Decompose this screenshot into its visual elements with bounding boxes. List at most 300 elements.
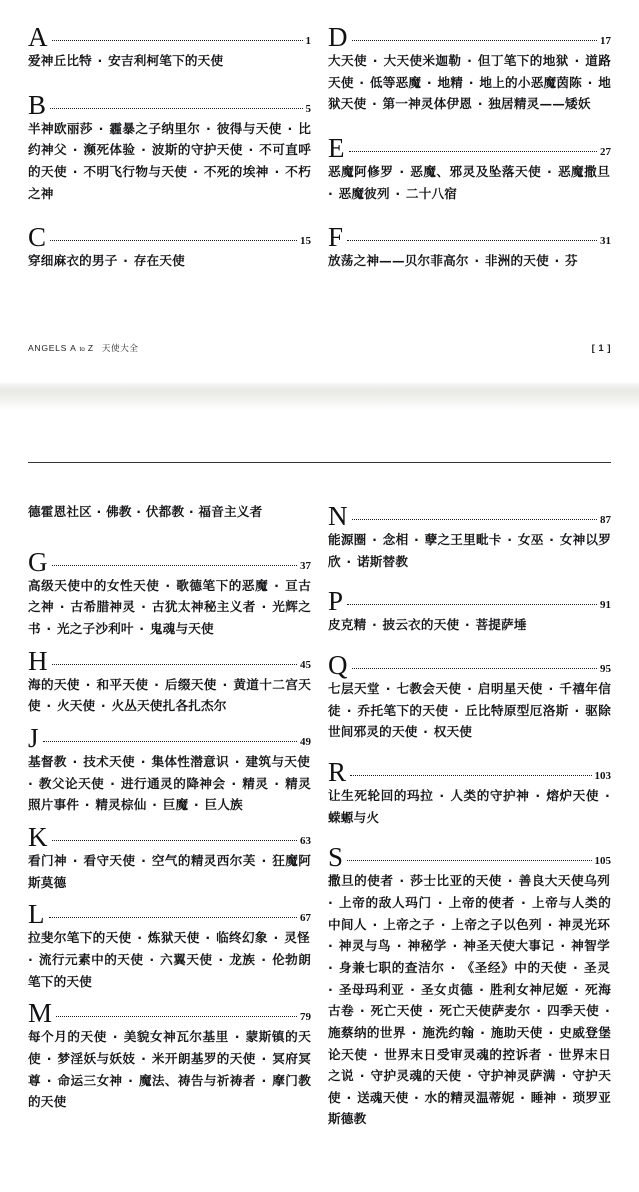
toc-letter: M — [28, 998, 53, 1029]
page-folio: [ 1 ] — [591, 343, 611, 354]
item-separator: · — [147, 797, 162, 813]
toc-item[interactable]: 高级天使中的女性天使 — [28, 577, 160, 593]
item-separator: · — [107, 1029, 123, 1045]
toc-item[interactable]: 濒死体验 — [83, 142, 136, 158]
toc-item[interactable]: 歌德笔下的恶魔 — [176, 577, 269, 593]
toc-item[interactable]: 光之子沙利叶 — [56, 620, 134, 636]
toc-item[interactable]: 恶魔彼列 — [338, 185, 390, 201]
toc-item[interactable]: 《圣经》中的天使 — [461, 959, 568, 975]
item-separator: · — [256, 599, 272, 615]
item-separator: · — [226, 775, 242, 791]
toc-letter: H — [28, 645, 48, 676]
item-separator: · — [464, 74, 479, 90]
item-separator: · — [449, 702, 464, 718]
item-separator: · — [123, 1072, 138, 1088]
item-separator: · — [136, 599, 151, 615]
item-separator: · — [354, 74, 369, 90]
toc-letter-entry — [28, 22, 311, 72]
toc-item[interactable]: 守护神灵萨满 — [477, 1068, 556, 1084]
page-two-top-rule — [28, 462, 611, 463]
toc-item[interactable]: 低等恶魔 — [369, 74, 422, 90]
page-one-right-column — [328, 22, 611, 278]
toc-letter-entry — [28, 998, 311, 1113]
toc-page-two — [0, 410, 639, 1192]
toc-item[interactable]: 魔法、祷告与祈祷者 — [138, 1072, 256, 1088]
item-separator: · — [432, 894, 448, 910]
toc-item[interactable]: 送魂天使 — [357, 1089, 409, 1105]
dotted-leader — [43, 732, 297, 745]
toc-item[interactable]: 神智学 — [571, 938, 610, 954]
toc-item[interactable]: 佛教 — [106, 504, 132, 519]
toc-entry-header[interactable] — [328, 501, 611, 531]
item-separator: · — [422, 74, 437, 90]
toc-item[interactable]: 安吉利柯笔下的天使 — [108, 53, 224, 68]
item-separator: · — [394, 873, 410, 889]
toc-item[interactable]: 空气的精灵西尔芙 — [151, 852, 256, 868]
page-footer — [28, 342, 611, 354]
item-separator: · — [445, 959, 461, 975]
toc-item[interactable]: 圣灵 — [584, 959, 610, 975]
toc-item[interactable]: 世界末日受审灵魂的控诉者 — [384, 1046, 542, 1062]
item-separator: · — [469, 253, 484, 269]
toc-item[interactable]: 念相 — [382, 532, 409, 547]
item-separator: · — [243, 142, 259, 158]
toc-item[interactable]: 施洗约翰 — [422, 1024, 475, 1040]
dotted-leader — [347, 231, 597, 244]
toc-item[interactable]: 七层天堂 — [328, 680, 380, 696]
toc-letter: B — [28, 89, 47, 120]
footer-z: Z — [87, 343, 94, 353]
item-separator: · — [105, 775, 120, 791]
toc-entry-header[interactable] — [28, 899, 311, 930]
toc-item[interactable]: 美貌女神瓦尔基里 — [123, 1029, 229, 1045]
toc-entry-header[interactable] — [28, 89, 311, 120]
toc-item[interactable]: 撒旦的使者 — [328, 873, 394, 889]
toc-entry-header[interactable] — [28, 998, 311, 1029]
toc-item[interactable]: 上帝的敌人玛门 — [339, 894, 432, 910]
dotted-leader — [347, 595, 597, 608]
item-separator: · — [569, 981, 585, 997]
page-one-columns — [28, 22, 611, 278]
toc-item[interactable]: 冥府冥尊 — [28, 1050, 312, 1088]
toc-item[interactable]: 上帝的使者 — [448, 894, 515, 910]
item-separator: · — [118, 253, 133, 269]
toc-item[interactable]: 亘古之神 — [28, 577, 311, 615]
toc-item[interactable]: 圣母玛利亚 — [338, 981, 405, 997]
toc-item[interactable]: 教父论天使 — [38, 775, 105, 791]
item-separator: · — [328, 894, 339, 910]
toc-item[interactable]: 善良大天使乌列 — [518, 873, 611, 889]
toc-letter: R — [328, 756, 347, 787]
item-separator: · — [549, 253, 565, 269]
toc-item[interactable]: 伏都教 — [145, 504, 185, 519]
toc-entry-header[interactable] — [328, 586, 611, 617]
page-two-right-column — [328, 501, 611, 1136]
item-separator: · — [136, 753, 151, 769]
toc-item[interactable]: 施助天使 — [490, 1024, 543, 1040]
toc-item[interactable]: 流行元素中的天使 — [38, 951, 144, 967]
toc-entry-header[interactable] — [28, 821, 311, 852]
toc-entry-header[interactable] — [328, 222, 611, 253]
toc-item[interactable]: 身兼七职的查洁尔 — [338, 959, 445, 975]
toc-item[interactable]: 古犹太神秘主义者 — [151, 599, 256, 615]
toc-item[interactable]: 神圣天使大事记 — [463, 938, 555, 954]
toc-item[interactable]: 看守天使 — [83, 852, 136, 868]
item-separator: · — [367, 96, 382, 112]
toc-item[interactable]: 光辉之书 — [28, 599, 312, 636]
toc-item[interactable]: 芬 — [565, 253, 578, 269]
toc-item[interactable]: 技术天使 — [83, 753, 135, 769]
toc-item[interactable]: 睡神 — [530, 1089, 557, 1105]
item-separator: · — [544, 532, 559, 547]
toc-item[interactable]: 蝾螈与火 — [328, 809, 380, 825]
item-separator: · — [462, 53, 477, 68]
toc-item[interactable]: 千禧年信徒 — [328, 680, 612, 718]
toc-item[interactable]: 守护天使 — [328, 1068, 612, 1105]
toc-letter-entry — [28, 90, 311, 205]
toc-page-number[interactable]: 37 — [300, 559, 311, 572]
page-two-left-column — [28, 501, 311, 1119]
toc-item[interactable]: 丘比特原型厄洛斯 — [464, 702, 569, 718]
toc-item[interactable]: 基督教 — [28, 753, 67, 769]
toc-page-number[interactable]: 45 — [300, 658, 311, 671]
dotted-leader — [352, 659, 598, 672]
toc-item[interactable]: 临终幻象 — [216, 930, 268, 946]
page-seam-divider — [0, 382, 639, 410]
toc-page-number[interactable]: 1 — [305, 35, 311, 47]
toc-item[interactable]: 恶魔撒旦 — [557, 163, 611, 179]
toc-item[interactable]: 精灵棕仙 — [95, 797, 147, 813]
item-separator: · — [230, 753, 245, 769]
item-separator: · — [256, 852, 272, 868]
item-separator: · — [188, 163, 203, 179]
toc-item[interactable]: 死海古卷 — [328, 981, 612, 1019]
toc-item[interactable]: 不死的埃神 — [203, 163, 269, 179]
toc-item[interactable]: 后缀天使 — [164, 676, 217, 692]
toc-letter-entry — [28, 899, 311, 992]
toc-item[interactable]: 炼狱天使 — [147, 930, 200, 946]
toc-letter-entry — [328, 650, 611, 743]
toc-item[interactable]: 看门神 — [28, 852, 67, 868]
toc-item[interactable]: 古希腊神灵 — [70, 599, 136, 615]
toc-item[interactable]: 让生死轮回的玛拉 — [328, 787, 434, 803]
toc-page-number[interactable]: 49 — [300, 735, 311, 748]
toc-item[interactable]: 福音主义者 — [198, 504, 263, 519]
toc-page-number[interactable]: 31 — [600, 235, 611, 248]
item-separator: · — [93, 120, 109, 136]
toc-item[interactable]: 爱神丘比特 — [28, 53, 92, 68]
toc-item[interactable]: 施蔡纳的世界 — [328, 1024, 406, 1040]
item-separator: · — [201, 120, 216, 136]
toc-item[interactable]: 穿细麻衣的男子 — [28, 253, 118, 269]
item-separator: · — [405, 981, 420, 997]
toc-item[interactable]: 熔炉天使 — [546, 787, 600, 803]
toc-page-number[interactable]: 79 — [300, 1011, 311, 1024]
item-separator: · — [394, 163, 410, 179]
item-separator: · — [268, 930, 284, 946]
item-separator: · — [131, 504, 146, 519]
toc-item[interactable]: 上帝之子 — [383, 916, 435, 932]
toc-item[interactable]: 不可直呼的天使 — [28, 142, 312, 179]
dotted-leader — [49, 908, 298, 921]
item-separator: · — [67, 852, 83, 868]
item-separator: · — [462, 1068, 477, 1084]
item-separator: · — [67, 163, 83, 179]
item-separator: · — [409, 532, 424, 547]
toc-entry-header[interactable] — [28, 645, 311, 676]
item-separator: · — [354, 1068, 370, 1084]
toc-item[interactable]: 神灵光环 — [558, 916, 610, 932]
toc-item[interactable]: 莎士比亚的天使 — [410, 873, 502, 889]
item-separator: · — [367, 617, 382, 633]
item-separator: · — [67, 753, 83, 769]
item-separator: · — [282, 120, 298, 136]
toc-entry-items — [328, 50, 611, 115]
item-separator: · — [256, 1050, 272, 1066]
toc-item[interactable]: 地狱天使 — [328, 74, 612, 112]
toc-item[interactable]: 每个月的天使 — [28, 1029, 107, 1045]
item-separator: · — [213, 951, 229, 967]
toc-item[interactable]: 火丛天使扎各扎杰尔 — [111, 698, 227, 714]
toc-item[interactable]: 神秘学 — [407, 938, 447, 954]
item-separator: · — [367, 916, 383, 932]
toc-letter: D — [328, 22, 348, 52]
toc-item[interactable]: 进行通灵的降神会 — [120, 775, 226, 791]
toc-entry-items — [28, 118, 311, 205]
toc-item[interactable]: 死亡天使萨麦尔 — [439, 1003, 531, 1019]
toc-item[interactable]: 皮克精 — [328, 617, 367, 633]
toc-item[interactable]: 存在天使 — [133, 253, 185, 269]
item-separator: · — [418, 724, 433, 740]
toc-page-number[interactable]: 67 — [300, 912, 311, 925]
toc-entry-items — [28, 50, 311, 72]
item-separator: · — [406, 1024, 422, 1040]
toc-entry-items — [28, 575, 311, 640]
item-separator: · — [341, 1089, 357, 1105]
toc-entry-items — [28, 250, 311, 272]
toc-item[interactable]: 菩提萨埵 — [475, 617, 527, 633]
toc-entry-header[interactable] — [28, 722, 311, 753]
toc-entry-header[interactable] — [328, 756, 611, 787]
item-separator: · — [269, 577, 285, 593]
toc-item[interactable]: 驱除世间邪灵的天使 — [328, 702, 612, 740]
toc-item[interactable]: 胜利女神尼姬 — [489, 981, 569, 997]
toc-entry-items — [328, 785, 611, 828]
toc-item[interactable]: 大天使 — [328, 53, 367, 68]
item-separator: · — [136, 142, 151, 158]
toc-item[interactable]: 地精 — [437, 74, 464, 90]
toc-item[interactable]: 乔托笔下的天使 — [357, 702, 449, 718]
toc-page-number[interactable]: 95 — [600, 662, 611, 675]
item-separator: · — [269, 775, 285, 791]
item-separator: · — [80, 797, 95, 813]
toc-item[interactable]: 二十八宿 — [405, 185, 458, 201]
item-separator: · — [67, 142, 83, 158]
toc-letter-entry — [328, 501, 611, 572]
toc-item[interactable]: 比约神父 — [28, 120, 312, 158]
item-separator: · — [530, 787, 546, 803]
toc-page-number[interactable]: 103 — [594, 769, 611, 782]
toc-page-number[interactable]: 17 — [600, 35, 611, 47]
toc-item[interactable]: 恶魔阿修罗 — [328, 163, 394, 179]
toc-letter: C — [28, 222, 47, 253]
item-separator: · — [41, 620, 56, 636]
toc-item[interactable]: 非洲的天使 — [484, 253, 549, 269]
dotted-leader — [50, 231, 297, 244]
item-separator: · — [134, 620, 149, 636]
toc-entry-header[interactable] — [328, 22, 611, 52]
toc-entry-header[interactable] — [28, 546, 311, 577]
toc-item[interactable]: 水的精灵温蒂妮 — [424, 1089, 515, 1105]
item-separator: · — [256, 951, 272, 967]
toc-item[interactable]: 启明星天使 — [477, 680, 543, 696]
item-separator: · — [555, 938, 571, 954]
item-separator: · — [569, 702, 585, 718]
toc-item[interactable]: 史威登堡论天使 — [328, 1024, 611, 1062]
toc-item[interactable]: 精灵照片事件 — [28, 775, 312, 813]
dotted-leader — [52, 556, 298, 569]
toc-item[interactable]: 女神以罗欣 — [328, 532, 612, 569]
toc-page-one — [0, 0, 639, 382]
toc-item[interactable]: 彼得与天使 — [216, 120, 282, 136]
toc-page-number[interactable]: 87 — [600, 514, 611, 526]
toc-page-number[interactable]: 105 — [594, 855, 611, 868]
toc-item[interactable]: 巨魔 — [162, 797, 189, 813]
dotted-leader — [56, 1007, 297, 1020]
toc-item[interactable]: 集体性潜意识 — [151, 753, 230, 769]
toc-item[interactable]: 女巫 — [517, 532, 544, 547]
toc-item[interactable]: 米开朗基罗的天使 — [151, 1050, 256, 1066]
toc-letter-entry — [28, 646, 311, 717]
toc-item[interactable]: 海的天使 — [28, 676, 80, 692]
toc-item[interactable]: 黄道十二宫天使 — [28, 676, 311, 714]
toc-item[interactable]: 巨人族 — [204, 797, 243, 813]
toc-letter-entry — [328, 842, 611, 1130]
toc-letter-entry — [328, 222, 611, 272]
item-separator: · — [341, 553, 356, 569]
toc-item[interactable]: 大天使米迦勒 — [383, 53, 462, 68]
toc-entry-header[interactable] — [28, 222, 311, 253]
toc-entry-header[interactable] — [328, 649, 611, 680]
toc-item[interactable]: 琐罗亚斯德教 — [328, 1089, 612, 1127]
toc-item[interactable]: 七教会天使 — [396, 680, 462, 696]
toc-page-number[interactable]: 27 — [600, 145, 611, 158]
item-separator: · — [189, 797, 204, 813]
toc-item[interactable]: 上帝之子以色列 — [451, 916, 542, 932]
footer-brand: ANGELS — [28, 343, 68, 353]
toc-page-number[interactable]: 15 — [300, 235, 311, 248]
toc-letter: E — [328, 132, 345, 163]
toc-entry-header[interactable] — [328, 842, 611, 873]
toc-item[interactable]: 霾暴之子纳里尔 — [109, 120, 201, 136]
toc-entry-items — [28, 927, 311, 992]
toc-entry-header[interactable] — [328, 132, 611, 163]
toc-item[interactable]: 半神欧丽莎 — [28, 120, 93, 136]
toc-letter-entry — [28, 547, 311, 640]
toc-item[interactable]: 命运三女神 — [57, 1072, 123, 1088]
toc-item[interactable]: 人类的守护神 — [450, 787, 530, 803]
toc-item[interactable]: 守护灵魂的天使 — [370, 1068, 462, 1084]
dotted-leader — [352, 31, 598, 44]
toc-item[interactable]: 恶魔、邪灵及坠落天使 — [410, 163, 542, 179]
toc-item[interactable]: 权天使 — [433, 724, 473, 740]
toc-item[interactable]: 地上的小恶魔茵陈 — [479, 74, 583, 90]
toc-item[interactable]: 灵怪 — [284, 930, 310, 946]
item-separator: · — [132, 930, 147, 946]
toc-page-number[interactable]: 63 — [300, 834, 311, 847]
item-separator: · — [569, 53, 585, 68]
toc-item[interactable]: 独居精灵——矮妖 — [488, 96, 591, 112]
item-separator: · — [542, 163, 557, 179]
item-separator: · — [328, 981, 338, 997]
item-separator: · — [41, 1072, 57, 1088]
toc-item[interactable]: 能源圈 — [328, 532, 367, 547]
page-two-left-entries — [28, 547, 311, 1113]
toc-item[interactable]: 四季天使 — [547, 1003, 600, 1019]
toc-letter: N — [328, 501, 348, 531]
item-separator: · — [91, 504, 107, 519]
toc-letter: P — [328, 586, 344, 617]
toc-item[interactable]: 和平天使 — [96, 676, 149, 692]
item-separator: · — [462, 680, 477, 696]
toc-item[interactable]: 狂魔阿斯莫德 — [28, 852, 311, 890]
toc-item[interactable]: 不明飞行物与天使 — [83, 163, 188, 179]
toc-item[interactable]: 梦淫妖与妖妓 — [57, 1050, 136, 1066]
item-separator: · — [475, 1024, 490, 1040]
toc-page-number[interactable]: 91 — [600, 599, 611, 612]
toc-item[interactable]: 第一神灵体伊恩 — [382, 96, 473, 112]
toc-item[interactable]: 摩门教的天使 — [28, 1072, 312, 1110]
dotted-leader — [52, 831, 298, 844]
toc-item[interactable]: 波斯的守护天使 — [151, 142, 243, 158]
toc-item[interactable]: 龙族 — [229, 951, 256, 967]
toc-item[interactable]: 德霍恩社区 — [28, 504, 92, 519]
toc-item[interactable]: 精灵 — [242, 775, 269, 791]
item-separator: · — [460, 617, 475, 633]
item-separator: · — [473, 96, 488, 112]
toc-letter: Q — [328, 649, 348, 680]
toc-item[interactable]: 但丁笔下的地狱 — [477, 53, 569, 68]
toc-item[interactable]: 披云衣的天使 — [382, 617, 460, 633]
toc-entry-items — [328, 529, 611, 572]
toc-item[interactable]: 放荡之神——贝尔菲高尔 — [328, 253, 469, 269]
toc-item[interactable]: 世界末日之说 — [328, 1046, 611, 1084]
item-separator: · — [256, 1072, 272, 1088]
toc-item[interactable]: 不朽之神 — [28, 163, 312, 201]
toc-item[interactable]: 道路天使 — [328, 53, 612, 90]
toc-letter-entry — [28, 822, 311, 893]
toc-letter-entry — [28, 222, 311, 272]
toc-item[interactable]: 伦勃朗笔下的天使 — [28, 951, 312, 989]
toc-item[interactable]: 建筑与天使 — [245, 753, 311, 769]
toc-item[interactable]: 蒙斯镇的天使 — [28, 1029, 312, 1066]
toc-page-number[interactable]: 5 — [305, 102, 311, 115]
toc-item[interactable]: 诺斯替教 — [356, 553, 409, 569]
item-separator: · — [367, 532, 382, 547]
toc-item[interactable]: 神灵与鸟 — [338, 938, 391, 954]
toc-item[interactable]: 孽之王里毗卡 — [424, 532, 502, 547]
toc-item[interactable]: 上帝与人类的中间人 — [328, 894, 611, 932]
toc-item[interactable]: 鬼魂与天使 — [149, 620, 214, 636]
footer-a: A — [70, 343, 77, 353]
toc-entry-header[interactable] — [28, 22, 311, 52]
toc-item[interactable]: 六翼天使 — [160, 951, 213, 967]
toc-item[interactable]: 圣女贞德 — [420, 981, 474, 997]
toc-letter: S — [328, 842, 344, 873]
toc-item[interactable]: 拉斐尔笔下的天使 — [28, 930, 132, 946]
toc-item[interactable]: 死亡天使 — [370, 1003, 423, 1019]
toc-item[interactable]: 火天使 — [56, 698, 96, 714]
